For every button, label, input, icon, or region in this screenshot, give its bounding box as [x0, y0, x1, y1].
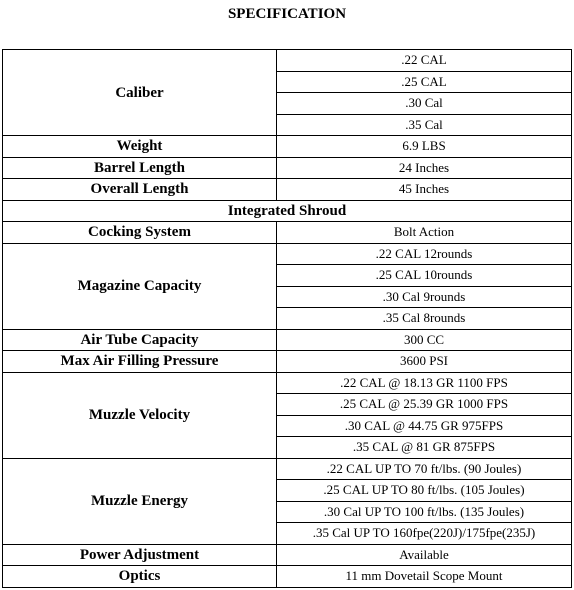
page-title: SPECIFICATION: [227, 6, 347, 22]
muzzle-energy-value: .35 Cal UP TO 160fpe(220J)/175fpe(235J): [277, 523, 572, 545]
overall-length-label: Overall Length: [3, 179, 277, 201]
caliber-value: .25 CAL: [277, 71, 572, 93]
table-row-magazine-capacity: [3, 243, 572, 265]
barrel-length-value: 24 Inches: [277, 157, 572, 179]
caliber-label: Caliber: [3, 50, 277, 136]
weight-value: 6.9 LBS: [277, 136, 572, 158]
magazine-capacity-value: .22 CAL 12rounds: [277, 243, 572, 265]
muzzle-energy-value: .30 Cal UP TO 100 ft/lbs. (135 Joules): [277, 501, 572, 523]
table-row-max-air-filling-pressure: [3, 351, 572, 373]
overall-length-value: 45 Inches: [277, 179, 572, 201]
power-adjustment-label: Power Adjustment: [3, 544, 277, 566]
muzzle-energy-value: .25 CAL UP TO 80 ft/lbs. (105 Joules): [277, 480, 572, 502]
barrel-length-label: Barrel Length: [3, 157, 277, 179]
table-row-overall-length: [3, 179, 572, 201]
table-row-weight: [3, 136, 572, 158]
max-air-filling-pressure-value: 3600 PSI: [277, 351, 572, 373]
table-row-barrel-length: [3, 157, 572, 179]
muzzle-velocity-label: Muzzle Velocity: [3, 372, 277, 458]
air-tube-capacity-value: 300 CC: [277, 329, 572, 351]
muzzle-velocity-value: .25 CAL @ 25.39 GR 1000 FPS: [277, 394, 572, 416]
table-row-muzzle-energy: [3, 458, 572, 480]
caliber-value: .22 CAL: [277, 50, 572, 72]
muzzle-energy-label: Muzzle Energy: [3, 458, 277, 544]
max-air-filling-pressure-label: Max Air Filling Pressure: [3, 351, 277, 373]
muzzle-velocity-value: .30 CAL @ 44.75 GR 975FPS: [277, 415, 572, 437]
air-tube-capacity-label: Air Tube Capacity: [3, 329, 277, 351]
magazine-capacity-value: .25 CAL 10rounds: [277, 265, 572, 287]
table-row-muzzle-velocity: [3, 372, 572, 394]
table-row-cocking-system: [3, 222, 572, 244]
cocking-system-label: Cocking System: [3, 222, 277, 244]
muzzle-energy-value: .22 CAL UP TO 70 ft/lbs. (90 Joules): [277, 458, 572, 480]
weight-label: Weight: [3, 136, 277, 158]
table-row-caliber: [3, 50, 572, 72]
magazine-capacity-value: .35 Cal 8rounds: [277, 308, 572, 330]
muzzle-velocity-value: .35 CAL @ 81 GR 875FPS: [277, 437, 572, 459]
optics-value: 11 mm Dovetail Scope Mount: [277, 566, 572, 588]
magazine-capacity-value: .30 Cal 9rounds: [277, 286, 572, 308]
caliber-value: .30 Cal: [277, 93, 572, 115]
integrated-shroud-label: Integrated Shroud: [3, 200, 572, 222]
optics-label: Optics: [3, 566, 277, 588]
cocking-system-value: Bolt Action: [277, 222, 572, 244]
magazine-capacity-label: Magazine Capacity: [3, 243, 277, 329]
caliber-value: .35 Cal: [277, 114, 572, 136]
table-row-air-tube-capacity: [3, 329, 572, 351]
table-row-integrated-shroud: [3, 200, 572, 222]
specification-table: [2, 49, 572, 588]
muzzle-velocity-value: .22 CAL @ 18.13 GR 1100 FPS: [277, 372, 572, 394]
table-row-power-adjustment: [3, 544, 572, 566]
power-adjustment-value: Available: [277, 544, 572, 566]
table-row-optics: [3, 566, 572, 588]
